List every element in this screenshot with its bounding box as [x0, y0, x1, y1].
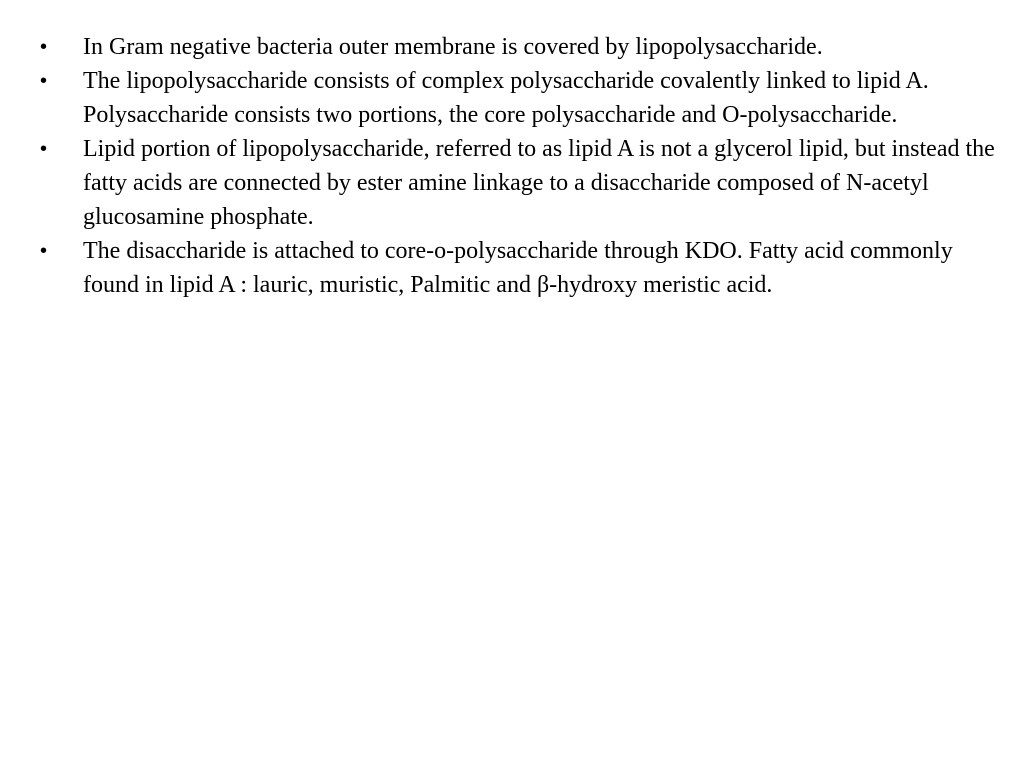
bullet-item: [36, 64, 1006, 132]
bullet-text: Lipid portion of lipopolysaccharide, referred to as lipid A is not a glycerol lipid, but instead the fatty acids are connected by ester amine linkage to a disaccharide composed of N-acetyl glucosamine phosphate.: [83, 136, 995, 230]
bullet-item: [36, 234, 1006, 302]
bullet-item: [36, 132, 1006, 234]
bullet-icon: •: [40, 138, 48, 160]
bullet-icon: •: [40, 36, 48, 58]
bullet-item: [36, 30, 1006, 64]
bullet-text: The lipopolysaccharide consists of complex polysaccharide covalently linked to lipid A. Polysaccharide consists two portions, the core polysaccharide and O-polysaccharide.: [83, 68, 929, 128]
bullet-icon: •: [40, 70, 48, 92]
bullet-list: [36, 30, 1006, 302]
bullet-icon: •: [40, 240, 48, 262]
bullet-text: In Gram negative bacteria outer membrane is covered by lipopolysaccharide.: [83, 34, 823, 60]
bullet-text: The disaccharide is attached to core-o-polysaccharide through KDO. Fatty acid commonly found in lipid A : lauric, muristic, Palmitic and β-hydroxy meristic acid.: [83, 238, 953, 298]
